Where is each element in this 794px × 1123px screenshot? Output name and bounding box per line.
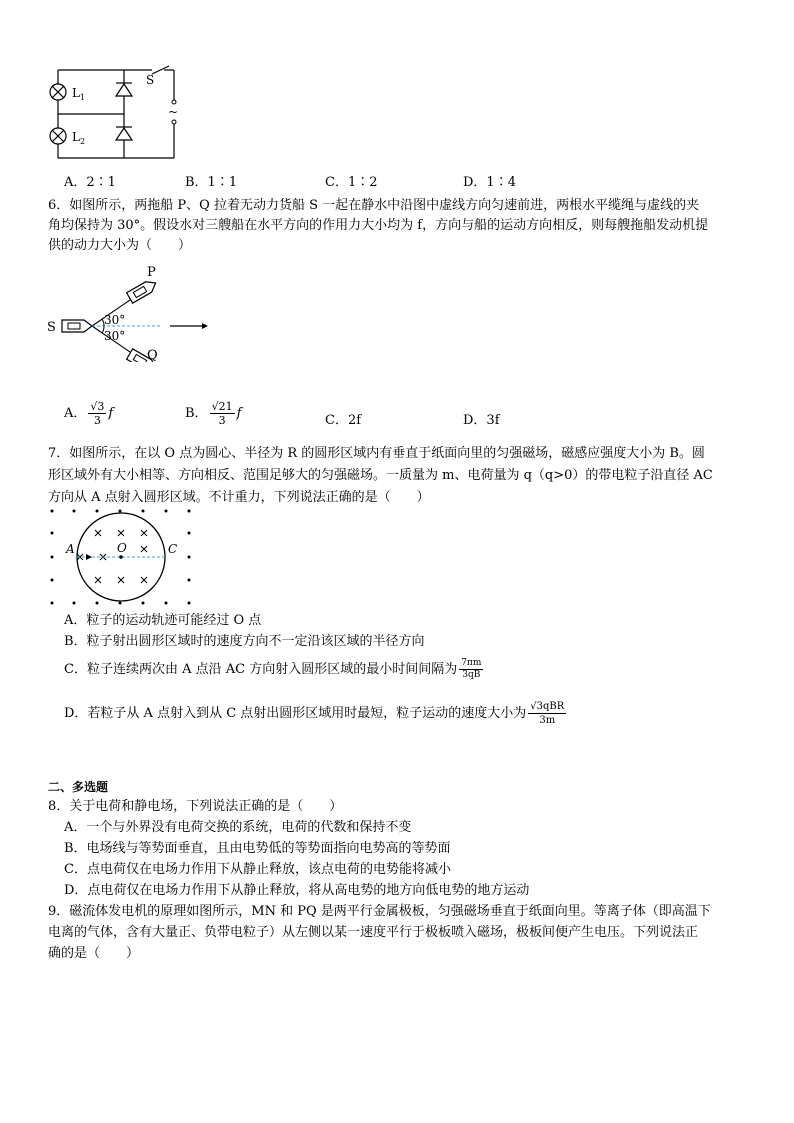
q7-stem-line3: 方向从 A 点射入圆形区域。不计重力，下列说法正确的是（ ） xyxy=(48,490,430,505)
q9-stem-line2: 电离的气体，含有大量正、负带电粒子）从左侧以某一速度平行于极板喷入磁场，极板间便产生电压。下列说法正 xyxy=(48,925,699,940)
q8-stem: 8．关于电荷和静电场，下列说法正确的是（ ） xyxy=(48,799,343,814)
q8-option-b: B．电场线与等势面垂直，且由电势低的等势面指向电势高的等势面 xyxy=(64,841,451,856)
label-c: C xyxy=(168,542,178,556)
q9-stem-line1: 9．磁流体发电机的原理如图所示，MN 和 PQ 是两平行金属极板，匀强磁场垂直于纸面向里。等离子体（即高温下 xyxy=(48,904,711,919)
ac-symbol: ~ xyxy=(168,105,179,119)
q6-stem-line1: 6．如图所示，两拖船 P、Q 拉着无动力货船 S 一起在静水中沿图中虚线方向匀速前进，两根水平缆绳与虚线的夹 xyxy=(48,198,700,213)
ship-p-icon xyxy=(127,278,159,303)
q7-stem-line2: 形区域外有大小相等、方向相反、范围足够大的匀强磁场。一质量为 m、电荷量为 q（q>0）的带电粒子沿直径 AC xyxy=(48,468,713,483)
q7-stem-line1: 7．如图所示，在以 O 点为圆心、半径为 R 的圆形区域内有垂直于纸面向里的匀强磁场，磁感应强度大小为 B。圆 xyxy=(48,446,705,461)
q9-stem-line3: 确的是（ ） xyxy=(48,946,140,961)
q5-option-a: A．2∶1 xyxy=(64,175,116,190)
q7-option-c: C．粒子连续两次由 A 点沿 AC 方向射入圆形区域的最小时间间隔为 $\frac{7\pi m}{3qB}$ xyxy=(64,658,482,680)
label-switch: S xyxy=(146,73,155,87)
q6-option-d: D．3f xyxy=(463,413,500,428)
label-l1: $L_1$ xyxy=(72,86,86,102)
lamp-l2-icon xyxy=(50,128,66,144)
q8-option-d: D．点电荷仅在电场力作用下从静止释放，将从高电势的地方向低电势的地方运动 xyxy=(64,883,530,898)
q6-option-b: B． $\frac{√21}{3}$ f xyxy=(185,400,242,427)
q6-option-a: A． $\frac{√3}{3}$ f xyxy=(64,400,114,427)
angle-bottom-label: 30° xyxy=(104,329,126,343)
diode-top-icon xyxy=(116,83,132,96)
q5-option-d: D．1∶4 xyxy=(463,175,516,190)
section-heading-multi-choice: 二、多选题 xyxy=(48,780,109,794)
label-s: S xyxy=(47,320,56,335)
q8-option-c: C．点电荷仅在电场力作用下从静止释放，该点电荷的电势能将减小 xyxy=(64,862,451,877)
q7-option-d: D．若粒子从 A 点射入到从 C 点射出圆形区域用时最短，粒子运动的速度大小为 $\frac{\text{√3qBR}}{3m}$ xyxy=(64,701,565,726)
ship-s-icon xyxy=(62,320,92,332)
q6-stem-line3: 供的动力大小为（ ） xyxy=(48,238,192,253)
label-q: Q xyxy=(147,348,158,362)
tugboat-diagram xyxy=(44,262,214,362)
q8-option-a: A．一个与外界没有电荷交换的系统，电荷的代数和保持不变 xyxy=(64,820,412,835)
terminal-bottom xyxy=(172,120,176,124)
label-o: O xyxy=(117,541,127,555)
q6-stem-line2: 角均保持为 30°。假设水对三艘船在水平方向的作用力大小均为 f，方向与船的运动方向相反，则每艘拖船发动机提 xyxy=(48,218,709,233)
lamp-l1-icon xyxy=(50,84,66,100)
q5-option-b: B．1∶1 xyxy=(185,175,238,190)
circuit-diagram xyxy=(44,64,190,164)
magnetic-field-diagram xyxy=(44,505,204,613)
terminal-top xyxy=(172,100,176,104)
label-a: A xyxy=(66,542,75,556)
q5-option-c: C．1∶2 xyxy=(325,175,378,190)
angle-top-label: 30° xyxy=(104,313,126,327)
q7-option-b: B．粒子射出圆形区域时的速度方向不一定沿该区域的半径方向 xyxy=(64,634,425,649)
label-p: P xyxy=(147,265,156,280)
q6-option-c: C．2f xyxy=(325,413,362,428)
label-l2: $L_2$ xyxy=(72,130,86,146)
q7-option-a: A．粒子的运动轨迹可能经过 O 点 xyxy=(64,613,262,628)
diode-bottom-icon xyxy=(116,127,132,140)
